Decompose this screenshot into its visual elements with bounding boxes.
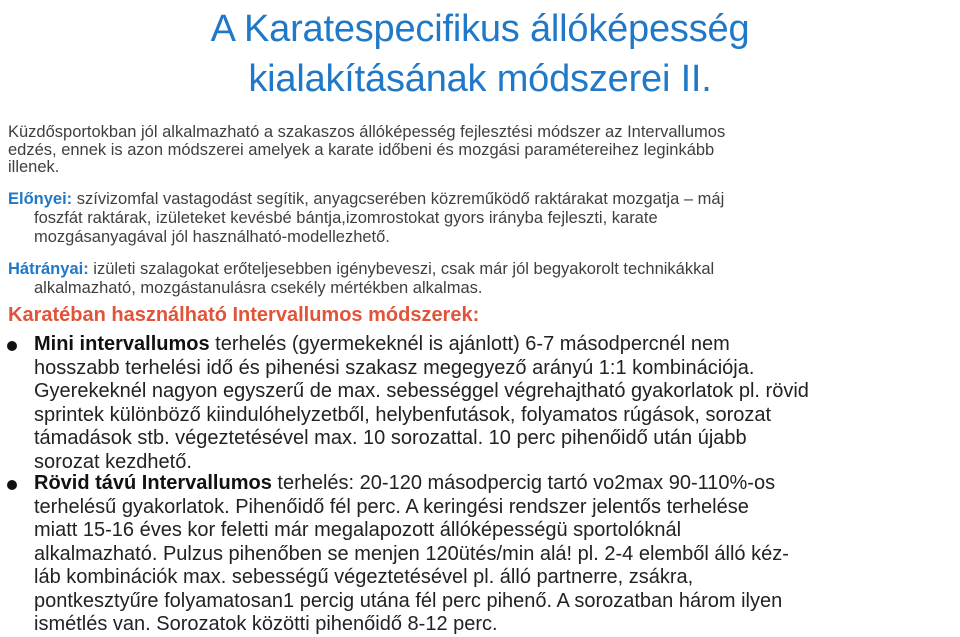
- intro-line-1: Küzdősportokban jól alkalmazható a szakaszos állóképesség fejlesztési módszer az Intervallumos: [8, 123, 726, 141]
- disadvantages-label: Hátrányai:: [8, 260, 89, 278]
- bullet-dot-icon: [7, 341, 17, 351]
- advantages-label: Előnyei:: [8, 190, 73, 208]
- bullet-dot-icon: [7, 480, 17, 490]
- bullet-item: [0, 472, 950, 637]
- title-line-1: A Karatespecifikus állóképesség: [210, 8, 750, 50]
- disadvantages-paragraph: [8, 260, 953, 298]
- bullet-line: pontkesztyűre folyamatosan1 percig utána fél perc pihenő. A sorozatban három ilyen: [34, 589, 783, 612]
- bullet-line: ismétlés van. Sorozatok közötti pihenőidő 8-12 perc.: [34, 613, 498, 635]
- advantages-paragraph: [8, 190, 953, 247]
- bullet-line: alkalmazható. Pulzus pihenőben se menjen 120ütés/min alá! pl. 2-4 elemből álló kéz-: [34, 542, 789, 565]
- bullet-line: hosszabb terhelési idő és pihenési szakasz megegyező arányú 1:1 kombinációja.: [34, 356, 755, 379]
- bullet-line: sprintek különböző kiindulóhelyzetből, helybenfutások, folyamatos rúgások, sorozat: [34, 403, 772, 426]
- bullet-term: Mini intervallumos: [34, 333, 210, 355]
- intro-line-2: edzés, ennek is azon módszerei amelyek a karate időbeni és mozgási paramétereihez leginkább: [8, 140, 715, 159]
- advantages-line-1: szívizomfal vastagodást segítik, anyagcserében közreműködő raktárakat mozgatja – máj: [72, 190, 725, 208]
- intro-line-3: illenek.: [8, 158, 60, 176]
- advantages-line-2: foszfát raktárak, izületeket kevésbé bántja,izomrostokat gyors irányba fejleszti, karate: [34, 209, 658, 227]
- bullet-term: Rövid távú Intervallumos: [34, 472, 272, 494]
- bullet-line: miatt 15-16 éves kor feletti már megalapozott állóképességü sportolóknál: [34, 519, 682, 541]
- bullet-line: Gyerekeknél nagyon egyszerű de max. sebességgel végrehajtható gyakorlatok pl. rövid: [34, 380, 809, 402]
- disadvantages-line-2: alkalmazható, mozgástanulásra csekély mértékben alkalmas.: [34, 279, 483, 297]
- disadvantages-line-1: izületi szalagokat erőteljesebben igénybeveszi, csak már jól begyakorolt technikákkal: [88, 260, 715, 278]
- title-line-2: kialakításának módszerei II.: [248, 58, 712, 100]
- bullet-line: sorozat kezdhető.: [34, 450, 192, 473]
- bullet-line: terhelés (gyermekeknél is ajánlott) 6-7 másodpercnél nem: [209, 333, 730, 355]
- intro-paragraph: [8, 124, 948, 177]
- page-title: [0, 4, 960, 104]
- bullet-line: láb kombinációk max. sebességű végeztetésével pl. álló partnerre, zsákra,: [34, 566, 694, 588]
- bullet-line: támadások stb. végeztetésével max. 10 sorozattal. 10 perc pihenőidő után újabb: [34, 427, 747, 449]
- advantages-line-3: mozgásanyagával jól használható-modellezhető.: [34, 228, 390, 246]
- bullet-line: terhelés: 20-120 másodpercig tartó vo2max 90-110%-os: [271, 472, 776, 494]
- bullet-item: [0, 333, 950, 474]
- section-heading: Karatéban használható Intervallumos módszerek:: [8, 304, 480, 326]
- bullet-line: terhelésű gyakorlatok. Pihenőidő fél perc. A keringési rendszer jelentős terhelése: [34, 495, 749, 518]
